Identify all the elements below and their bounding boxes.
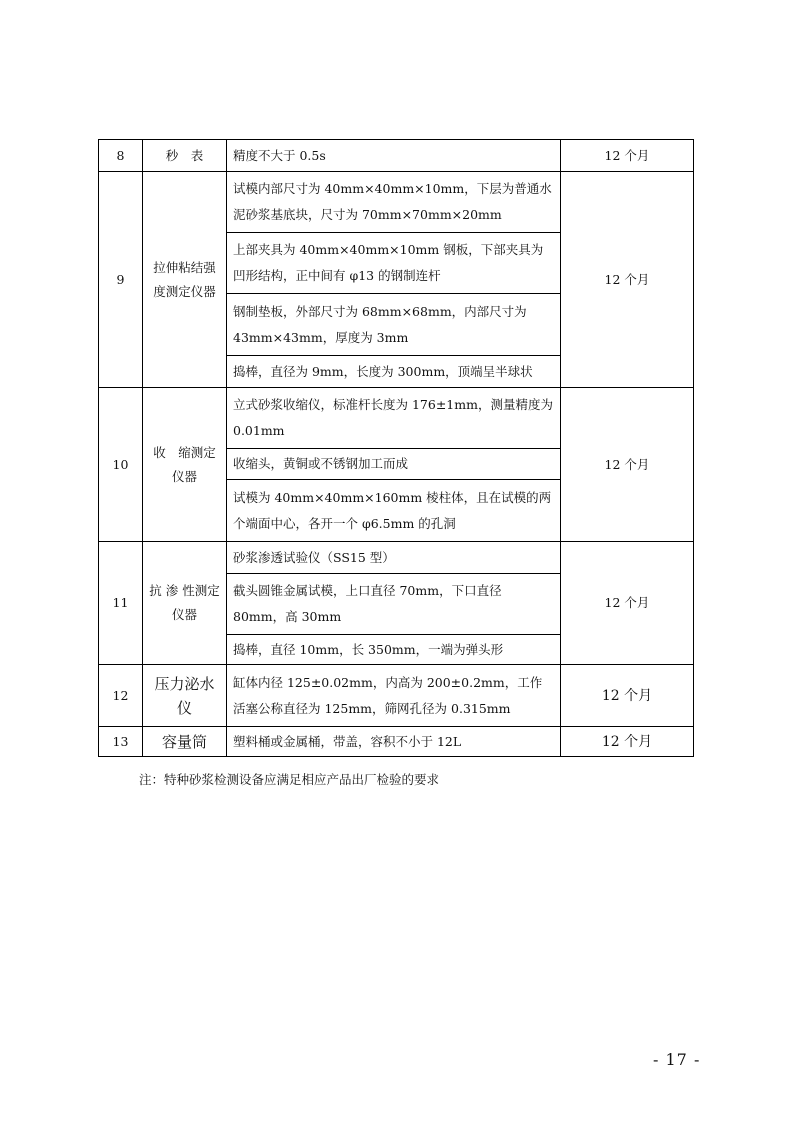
equipment-name: 容量筒 [143,727,227,757]
calibration-period: 12 个月 [561,172,694,388]
table-row [99,727,694,757]
page-number: - 17 - [653,1050,701,1069]
equipment-name: 压力泌水仪 [143,665,227,727]
requirement-text: 钢制垫板，外部尺寸为 68mm×68mm，内部尺寸为 43mm×43mm，厚度为 3mm [227,294,561,356]
calibration-period: 12 个月 [561,542,694,665]
requirement-text: 砂浆渗透试验仪（SS15 型） [227,542,561,574]
table-row [99,140,694,172]
table-row [99,172,694,233]
row-number: 11 [99,542,143,665]
requirement-text: 捣棒，直径 10mm，长 350mm，一端为弹头形 [227,635,561,665]
row-number: 9 [99,172,143,388]
requirement-text: 塑料桶或金属桶，带盖，容积不小于 12L [227,727,561,757]
row-number: 8 [99,140,143,172]
row-number: 10 [99,388,143,542]
equipment-name: 收 缩测定仪器 [143,388,227,542]
requirement-text: 捣棒，直径为 9mm，长度为 300mm，顶端呈半球状 [227,356,561,388]
requirement-text: 精度不大于 0.5s [227,140,561,172]
table-row [99,388,694,449]
requirement-text: 试模为 40mm×40mm×160mm 棱柱体，且在试模的两个端面中心，各开一个 φ6.5mm 的孔洞 [227,480,561,542]
table-row [99,665,694,727]
requirement-text: 上部夹具为 40mm×40mm×10mm 钢板，下部夹具为凹形结构，正中间有 φ13 的钢制连杆 [227,233,561,294]
requirement-text: 试模内部尺寸为 40mm×40mm×10mm，下层为普通水泥砂浆基底块，尺寸为 70mm×70mm×20mm [227,172,561,233]
requirement-text: 缸体内径 125±0.02mm，内高为 200±0.2mm，工作活塞公称直径为 125mm，筛网孔径为 0.315mm [227,665,561,727]
equipment-name: 拉伸粘结强度测定仪器 [143,172,227,388]
requirement-text: 立式砂浆收缩仪，标准杆长度为 176±1mm，测量精度为 0.01mm [227,388,561,449]
row-number: 13 [99,727,143,757]
requirement-text: 收缩头，黄铜或不锈钢加工而成 [227,449,561,480]
row-number: 12 [99,665,143,727]
table-note: 注：特种砂浆检测设备应满足相应产品出厂检验的要求 [139,772,440,787]
calibration-period: 12 个月 [561,665,694,727]
equipment-table [98,139,694,757]
calibration-period: 12 个月 [561,140,694,172]
calibration-period: 12 个月 [561,727,694,757]
requirement-text: 截头圆锥金属试模，上口直径 70mm，下口直径 80mm，高 30mm [227,574,561,635]
calibration-period: 12 个月 [561,388,694,542]
equipment-name: 秒 表 [143,140,227,172]
equipment-name: 抗 渗 性测定仪器 [143,542,227,665]
table-row [99,542,694,574]
